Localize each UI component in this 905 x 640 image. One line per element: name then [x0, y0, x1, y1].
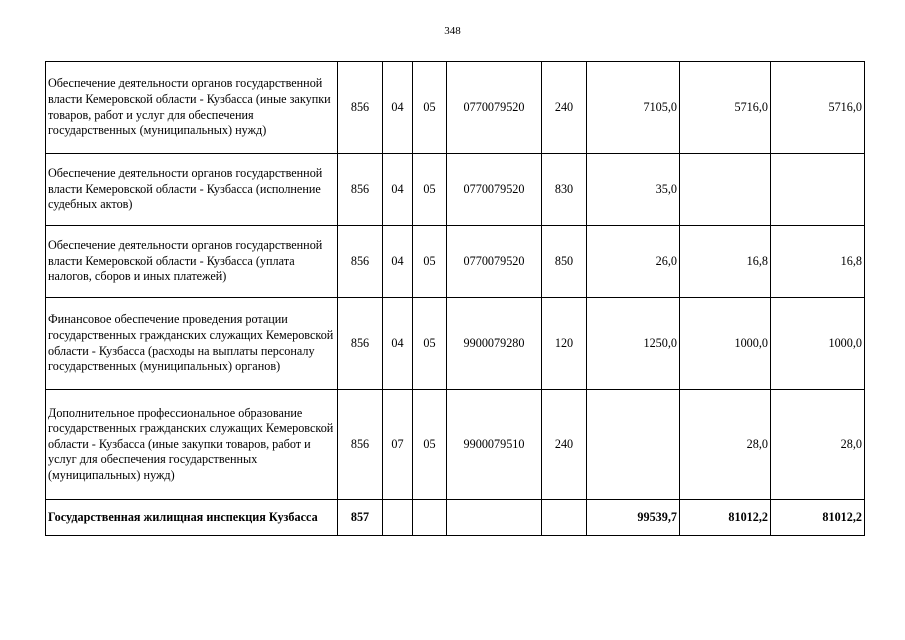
page-number: 348	[444, 25, 461, 37]
row-sum2: 16,8	[680, 226, 771, 298]
row-rz: 04	[383, 154, 413, 226]
row-ved: 856	[338, 226, 383, 298]
row-csr: 0770079520	[447, 62, 542, 154]
row-sum2: 28,0	[680, 390, 771, 500]
row-sum2	[680, 154, 771, 226]
row-rz: 04	[383, 62, 413, 154]
row-sum3: 1000,0	[771, 298, 865, 390]
row-ved: 857	[338, 500, 383, 536]
row-vr: 240	[542, 390, 587, 500]
table-row	[46, 226, 865, 298]
row-pr: 05	[413, 62, 447, 154]
row-sum1: 1250,0	[587, 298, 680, 390]
table-row-total	[46, 500, 865, 536]
budget-table	[45, 61, 865, 536]
row-vr	[542, 500, 587, 536]
row-name: Государственная жилищная инспекция Кузбасса	[46, 500, 338, 536]
row-name: Финансовое обеспечение проведения ротации государственных гражданских служащих Кемеровской области - Кузбасса (расходы на выплаты персоналу государственных (муниципальных) органов)	[46, 298, 338, 390]
row-pr: 05	[413, 390, 447, 500]
table-row	[46, 298, 865, 390]
row-sum2: 5716,0	[680, 62, 771, 154]
row-name: Обеспечение деятельности органов государственной власти Кемеровской области - Кузбасса (уплата налогов, сборов и иных платежей)	[46, 226, 338, 298]
row-name: Обеспечение деятельности органов государственной власти Кемеровской области - Кузбасса (исполнение судебных актов)	[46, 154, 338, 226]
row-sum3: 28,0	[771, 390, 865, 500]
row-sum2: 81012,2	[680, 500, 771, 536]
row-rz: 04	[383, 298, 413, 390]
row-pr	[413, 500, 447, 536]
row-csr	[447, 500, 542, 536]
row-sum1: 99539,7	[587, 500, 680, 536]
row-pr: 05	[413, 298, 447, 390]
row-vr: 850	[542, 226, 587, 298]
row-rz: 07	[383, 390, 413, 500]
row-csr: 0770079520	[447, 154, 542, 226]
table-row	[46, 62, 865, 154]
row-csr: 9900079280	[447, 298, 542, 390]
row-sum3	[771, 154, 865, 226]
row-name: Обеспечение деятельности органов государственной власти Кемеровской области - Кузбасса (иные закупки товаров, работ и услуг для обеспечения государственных (муниципальных) нужд)	[46, 62, 338, 154]
row-vr: 830	[542, 154, 587, 226]
row-pr: 05	[413, 226, 447, 298]
row-csr: 0770079520	[447, 226, 542, 298]
row-sum1	[587, 390, 680, 500]
row-sum2: 1000,0	[680, 298, 771, 390]
row-sum1: 35,0	[587, 154, 680, 226]
row-sum3: 16,8	[771, 226, 865, 298]
row-csr: 9900079510	[447, 390, 542, 500]
row-name: Дополнительное профессиональное образование государственных гражданских служащих Кемеровской области - Кузбасса (иные закупки товаров, работ и услуг для обеспечения государственных (муниципальных) нужд)	[46, 390, 338, 500]
row-rz: 04	[383, 226, 413, 298]
row-sum3: 5716,0	[771, 62, 865, 154]
row-ved: 856	[338, 390, 383, 500]
row-rz	[383, 500, 413, 536]
table-row	[46, 154, 865, 226]
row-pr: 05	[413, 154, 447, 226]
row-sum1: 7105,0	[587, 62, 680, 154]
row-sum1: 26,0	[587, 226, 680, 298]
table-row	[46, 390, 865, 500]
row-ved: 856	[338, 298, 383, 390]
row-vr: 240	[542, 62, 587, 154]
row-vr: 120	[542, 298, 587, 390]
row-ved: 856	[338, 62, 383, 154]
row-sum3: 81012,2	[771, 500, 865, 536]
row-ved: 856	[338, 154, 383, 226]
